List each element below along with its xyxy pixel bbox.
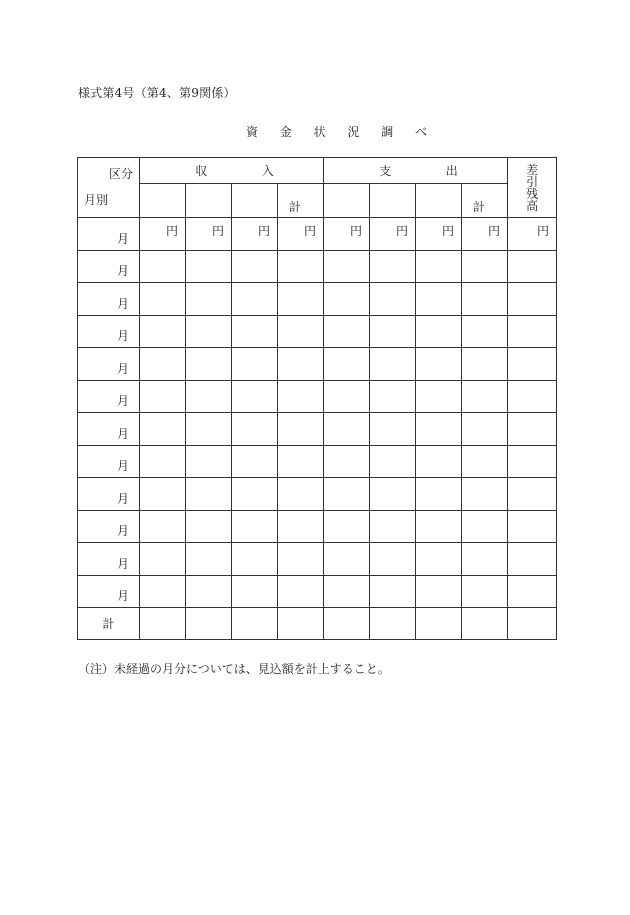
amount-cell [278, 510, 324, 543]
month-label: 月 [116, 426, 129, 441]
yen-unit-label: 円 [350, 224, 363, 238]
table-body [78, 158, 557, 640]
month-cell [78, 218, 140, 251]
month-cell [78, 283, 140, 316]
month-label: 月 [116, 524, 129, 538]
amount-cell [370, 510, 416, 543]
yen-unit-label: 円 [304, 224, 317, 238]
total-amount-cell [508, 608, 557, 640]
month-row [78, 575, 557, 608]
yen-unit-label: 円 [257, 224, 270, 238]
amount-cell [370, 380, 416, 413]
amount-cell [140, 250, 186, 283]
amount-cell [416, 543, 462, 576]
month-label: 月 [116, 394, 129, 408]
month-cell [78, 445, 140, 478]
amount-cell [140, 283, 186, 316]
amount-cell [462, 380, 508, 413]
month-cell [78, 348, 140, 381]
amount-cell [232, 348, 278, 381]
amount-cell [186, 218, 232, 251]
amount-cell [508, 575, 557, 608]
fund-status-table [77, 157, 557, 640]
amount-cell [324, 380, 370, 413]
month-cell [78, 575, 140, 608]
month-label: 月 [116, 361, 129, 376]
balance-label: 差引残高 [526, 162, 539, 213]
amount-cell [508, 510, 557, 543]
amount-cell [416, 218, 462, 251]
header-row-1 [78, 158, 557, 184]
total-amount-cell [370, 608, 416, 640]
month-label: 月 [116, 296, 129, 311]
income-label-2: 入 [261, 164, 274, 178]
amount-cell [508, 250, 557, 283]
amount-cell [370, 250, 416, 283]
total-row-label: 計 [78, 608, 140, 640]
amount-cell [140, 348, 186, 381]
income-label-1: 収 [195, 164, 208, 178]
form-number: 様式第4号（第4、第9関係） [78, 86, 236, 100]
total-amount-cell [462, 608, 508, 640]
amount-cell [278, 283, 324, 316]
expense-item-header [370, 184, 416, 218]
amount-cell [232, 445, 278, 478]
amount-cell [370, 445, 416, 478]
amount-cell [324, 250, 370, 283]
total-amount-cell [140, 608, 186, 640]
yen-unit-label: 円 [211, 224, 224, 238]
amount-cell [508, 380, 557, 413]
amount-cell [186, 445, 232, 478]
expense-item-header [416, 184, 462, 218]
total-amount-cell [186, 608, 232, 640]
amount-cell [324, 445, 370, 478]
amount-cell [462, 413, 508, 446]
month-cell [78, 510, 140, 543]
amount-cell [508, 218, 557, 251]
total-row [78, 608, 557, 640]
income-item-header [232, 184, 278, 218]
amount-cell [232, 413, 278, 446]
month-cell [78, 478, 140, 511]
amount-cell [508, 283, 557, 316]
income-subtotal-label: 計 [289, 200, 302, 214]
month-cell [78, 380, 140, 413]
month-cell [78, 315, 140, 348]
amount-cell [324, 283, 370, 316]
amount-cell [278, 250, 324, 283]
amount-cell [186, 575, 232, 608]
amount-cell [416, 250, 462, 283]
amount-cell [416, 478, 462, 511]
amount-cell [186, 250, 232, 283]
amount-cell [462, 250, 508, 283]
month-row [78, 218, 557, 251]
document-title: 資 金 状 況 調 べ [246, 125, 437, 139]
amount-cell [462, 543, 508, 576]
amount-cell [278, 413, 324, 446]
note: （注）未経過の月分については、見込額を計上すること。 [78, 662, 390, 676]
amount-cell [416, 380, 462, 413]
amount-cell [416, 510, 462, 543]
amount-cell [508, 413, 557, 446]
amount-cell [186, 315, 232, 348]
yen-unit-label: 円 [537, 224, 550, 238]
amount-cell [232, 315, 278, 348]
amount-cell [324, 478, 370, 511]
income-subtotal-header [278, 184, 324, 218]
amount-cell [508, 315, 557, 348]
amount-cell [324, 543, 370, 576]
amount-cell [370, 283, 416, 316]
amount-cell [508, 348, 557, 381]
amount-cell [416, 445, 462, 478]
amount-cell [416, 348, 462, 381]
amount-cell [462, 575, 508, 608]
yen-unit-label: 円 [396, 224, 409, 238]
yen-unit-label: 円 [442, 224, 455, 238]
month-label: 月 [116, 231, 129, 246]
month-cell [78, 543, 140, 576]
month-label: 月 [116, 459, 129, 473]
amount-cell [370, 218, 416, 251]
category-label: 区分 [108, 167, 133, 181]
amount-cell [508, 445, 557, 478]
amount-cell [416, 283, 462, 316]
amount-cell [232, 250, 278, 283]
month-row [78, 315, 557, 348]
total-amount-cell [324, 608, 370, 640]
amount-cell [232, 478, 278, 511]
income-item-header [186, 184, 232, 218]
amount-cell [462, 445, 508, 478]
month-cell [78, 250, 140, 283]
expense-label-1: 支 [379, 164, 392, 178]
amount-cell [508, 478, 557, 511]
amount-cell [324, 413, 370, 446]
amount-cell [324, 315, 370, 348]
expense-subtotal-header [462, 184, 508, 218]
amount-cell [232, 510, 278, 543]
amount-cell [462, 348, 508, 381]
amount-cell [462, 283, 508, 316]
amount-cell [232, 575, 278, 608]
amount-cell [462, 218, 508, 251]
amount-cell [278, 575, 324, 608]
amount-cell [370, 478, 416, 511]
total-amount-cell [278, 608, 324, 640]
amount-cell [278, 543, 324, 576]
month-row [78, 510, 557, 543]
income-header [140, 158, 324, 184]
amount-cell [416, 413, 462, 446]
amount-cell [462, 478, 508, 511]
amount-cell [140, 218, 186, 251]
amount-cell [140, 445, 186, 478]
amount-cell [186, 478, 232, 511]
amount-cell [232, 218, 278, 251]
amount-cell [416, 315, 462, 348]
month-row [78, 250, 557, 283]
amount-cell [370, 543, 416, 576]
yen-unit-label: 円 [165, 224, 178, 238]
amount-cell [324, 575, 370, 608]
amount-cell [232, 380, 278, 413]
by-month-label: 月別 [84, 193, 109, 207]
month-label: 月 [116, 329, 129, 343]
amount-cell [140, 315, 186, 348]
amount-cell [140, 543, 186, 576]
amount-cell [278, 218, 324, 251]
month-label: 月 [116, 556, 129, 571]
month-row [78, 543, 557, 576]
amount-cell [140, 380, 186, 413]
amount-cell [232, 283, 278, 316]
amount-cell [278, 478, 324, 511]
expense-label-2: 出 [445, 164, 458, 178]
amount-cell [186, 413, 232, 446]
month-row [78, 478, 557, 511]
income-item-header [140, 184, 186, 218]
amount-cell [278, 380, 324, 413]
expense-header [324, 158, 508, 184]
month-label: 月 [116, 264, 129, 278]
amount-cell [186, 510, 232, 543]
total-amount-cell [232, 608, 278, 640]
amount-cell [140, 413, 186, 446]
amount-cell [186, 380, 232, 413]
month-row [78, 283, 557, 316]
amount-cell [140, 510, 186, 543]
month-row [78, 413, 557, 446]
amount-cell [462, 510, 508, 543]
amount-cell [140, 575, 186, 608]
month-cell [78, 413, 140, 446]
header-row-2 [78, 184, 557, 218]
category-corner-cell [78, 158, 140, 218]
amount-cell [232, 543, 278, 576]
balance-header [508, 158, 557, 218]
month-label: 月 [116, 589, 129, 603]
yen-unit-label: 円 [488, 224, 501, 238]
amount-cell [186, 283, 232, 316]
amount-cell [370, 348, 416, 381]
amount-cell [186, 543, 232, 576]
amount-cell [370, 315, 416, 348]
amount-cell [370, 575, 416, 608]
amount-cell [278, 445, 324, 478]
amount-cell [186, 348, 232, 381]
amount-cell [462, 315, 508, 348]
amount-cell [508, 543, 557, 576]
amount-cell [278, 315, 324, 348]
month-row [78, 348, 557, 381]
amount-cell [278, 348, 324, 381]
amount-cell [370, 413, 416, 446]
amount-cell [324, 218, 370, 251]
expense-subtotal-label: 計 [473, 200, 486, 214]
amount-cell [416, 575, 462, 608]
total-amount-cell [416, 608, 462, 640]
month-row [78, 445, 557, 478]
month-label: 月 [116, 491, 129, 506]
month-row [78, 380, 557, 413]
expense-item-header [324, 184, 370, 218]
amount-cell [324, 348, 370, 381]
amount-cell [140, 478, 186, 511]
amount-cell [324, 510, 370, 543]
